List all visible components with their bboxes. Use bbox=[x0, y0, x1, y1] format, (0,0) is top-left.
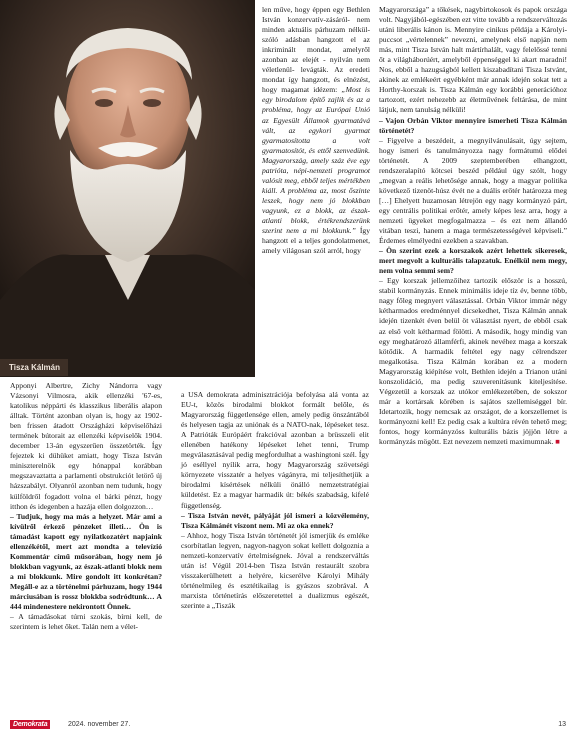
page-footer bbox=[10, 718, 566, 732]
issue-date: 2024. november 27. bbox=[68, 721, 131, 728]
paragraph-text: len műve, hogy éppen egy Bethlen István konzervatív-zásáról- nem minden aktuális párhuzam nélkül- szóló adásban hangzott el az inkriminált mondat, amelyről azonban az elejét - nyilván nem véletlenül- levágták. Az eredeti mondat így hangzott, és elnézést, hogy magamat idézem: bbox=[262, 5, 370, 95]
column-3 bbox=[379, 5, 567, 447]
magazine-logo: Demokrata bbox=[10, 720, 50, 729]
paragraph-tail: Így hangzott el a teljes gondolatmenet, amely világosan szól arról, hogy bbox=[262, 226, 370, 256]
interview-question: – Vajon Orbán Viktor mennyire ismerheti Tisza Kálmán történetét? bbox=[379, 115, 567, 135]
interview-question: – Ön szerint ezek a korszakok azért lehettek sikeresek, mert megvolt a kulturális talapzatuk. Enélkül nem megy, nem volna semmi sem? bbox=[379, 246, 567, 276]
quote: „Most is egy birodalom építő zajlik és az a probléma, hogy az Európai Unió az Egyesült Államok gyarmatává vált, az egykori gyarmat gyarmatosította a volt gyarmatosítót, és ettől szenvedünk. Magyarország, amely száz éve egy patrióta, népi-nemzeti programot valósít meg, ebből teljes mértékben kiáll. A probléma az, most őszinte leszek, hogy nem jó blokkban vagyunk, ez a blokk, az észak-atlanti blokk, értékrendszerünk szerint nem a mi blokkunk.” bbox=[262, 85, 370, 236]
portrait-photo bbox=[0, 0, 255, 377]
interview-answer: – A támadásokat túrni szokás, bírni kell, de szerintem is lehet őket. Talán nem a vélet- bbox=[10, 612, 162, 632]
paragraph: Magyarországa” a tőkések, nagybirtokosok és papok országa volt. Nagyjából-egészében ezt vitte tovább a rendszerváltozás utáni liberális kánon is. Mennyire cinikus példája a Károlyi-puccsot „vértelennek” nevezni, amelynek első napján nem más, mint Tisza István halt mártírhalált, vagy felelőssé tenni őt a világháborúért, amelyből éppenséggel ki akart maradni! Nos, ebből a hazugságból kellett kiszabadítani Tisza Istvánt, akinek az emlékeért egyébként már annak idején sokat tett a Horthy-korszak is. Tisza Kálmán egy korábbi generációhoz tartozott, ezért nehezebb az életművének feltárása, de mint látjuk, nem tanulság nélküli! bbox=[379, 5, 567, 115]
interview-question: – Tisza István nevét, pályáját jól ismeri a közvélemény, Tisza Kálmánét viszont nem. Mi az oka ennek? bbox=[181, 510, 369, 530]
answer-text: – Egy korszak jellemzőihez tartozik először is a hosszú, stabil kormányzás. Ennek minimális ideje tíz év, benne több, nagy főleg megnyert választással. Orbán Viktor immár négy kétharmados eredménnyel dicsekedhet, Tisza Kálmán annak idején tizenkét éven belül öt választást nyert, de ebből csak az első volt kétharmad fölötti. A második, hogy mindig van egy meghatározó államférfi, akinek nevéhez maga a korszak kötődik. A harmadik feltétel egy nagy célrendszer megalkotása. Tisza Kálmán korában ez a modern Magyarország kiépítése volt, Bethlen idején a Trianon utáni konszolidáció, ma pedig szuverenitásunk kiteljesítése. Végezetül a korszak az utókor emlékezetében, de sokszor már a kortársak körében is sajátos szellemiséggel bír. Idetartozik, hogy nemcsak az országot, de a korszellemet is kormányozni kell! Ez pedig csak a kultúra révén tehető meg; fontos, hogy kormányzóss kulturális bázis jöjjön létre a kormányzás mögött. Ezt nevezem nemzeti maximumnak. bbox=[379, 276, 567, 447]
interview-answer: – Figyelve a beszédeit, a megnyilvánulásait, úgy sejtem, hogy ismeri és tanulmányozza nagy formátumú elődei történetét. A 2009 szeptemberében elhangzott, rendszeralapító kötcsei beszéd például úgy szólt, hogy „megvan a reális lehetősége annak, hogy a magyar politika következő tizenöt-húsz évét ne a duális erőtér határozza meg […] Ehelyett huzamosan létrejön egy nagy kormányzó párt, egy centrális politikai erőtér, amely képes lesz arra, hogy a nemzeti ügyeket megfogalmazza – és ezt nem állandó vitában teszi, hanem a maga természetességével képviseli.” Érdemes elmélyedni ezekben a szavakban. bbox=[379, 135, 567, 246]
paragraph bbox=[262, 5, 370, 256]
page-number: 13 bbox=[558, 721, 566, 728]
column-2-top bbox=[262, 5, 370, 256]
paragraph: a USA demokrata adminisztrációja befolyása alá vonta az EU-t, közös birodalmi blokkot formált belőle, és Magyarország függetlensége ellen, amely pedig önszántából és helyesen tagja az uniónak és a NATO-nak, lépéseket tesz. A Patrióták Európáért frakcióval azonban a brüsszeli elit ellenében hatékony lépéseket lehet tenni, Trump megválasztásával pedig megfordulhat a washingtoni szél. Így jó eséllyel nyílik arra, hogy Magyarország szövetségi környezete visszatér a helyes vágányra, mi teljesíthetjük a birodalmi kísértések nélküli önálló nemzetstratégiai küldetést. Ez a magyar harmadik út: békés szabadság, kifelé függetlenség. bbox=[181, 390, 369, 510]
photo-caption: Tisza Kálmán bbox=[0, 359, 68, 376]
interview-answer bbox=[379, 276, 567, 447]
column-2-bottom bbox=[181, 390, 369, 611]
paragraph: Apponyi Albertre, Zichy Nándorra vagy Vázsonyi Vilmosra, akik ellenzéki '67-es, katolikus néppárti és klasszikus liberális alapon álltak. Történt azonban olyan is, hogy az 1902-ben frissen átadott Országházi képviselőházi termének bútorait az ellenzéki képviselők 1904. december 13-án egyszerűen összetörték. Így fejeztek ki dühüket amiatt, hogy Tisza István miniszterelnök egy hónappal korábban megszavaztatta a parlamenti obstrukciót letörő új házszabályt. Olyanról azonban nem tudunk, hogy külföldről fogadott volna el bárki pénzt, hogy itthon és idegenben a hazája ellen dolgozzon… bbox=[10, 381, 162, 511]
end-mark: ■ bbox=[555, 437, 560, 447]
portrait-illustration bbox=[0, 0, 255, 377]
column-1 bbox=[10, 381, 162, 632]
interview-answer: – Ahhoz, hogy Tisza István történetét jól ismerjük és emléke csorbítatlan legyen, nagyon-nagyon sokat kellett dolgoznia a nemzeti-konzervatív értelmiségnek. Jóval a rendszerváltás után is! Végül 2014-ben Tisza István restaurált szobra visszakerülhetett a helyére, kicserélve Károlyi Mihály történelmileg és esztétikailag is gyászos szobrával. A marxista történetírás előszeretettel a dualizmus egészét, szerinte a „Tiszák bbox=[181, 530, 369, 610]
interview-question: – Tudjuk, hogy ma más a helyzet. Már ami a kívülről érkező pénzeket illeti… Ön is támadást kapott egy nyilatkozatért napjaink ellenzékétől, mert azt mondta a televízió Kommentár című műsorában, hogy nem jó blokkban vagyunk, az észak-atlanti blokk nem a mi blokkunk. Mire gondolt itt konkrétan? Megáll-e az a történelmi párhuzam, hogy 1944 márciusában is rossz blokkba sodródtunk… A 444 mindenestere nekirontott Önnek. bbox=[10, 511, 162, 612]
